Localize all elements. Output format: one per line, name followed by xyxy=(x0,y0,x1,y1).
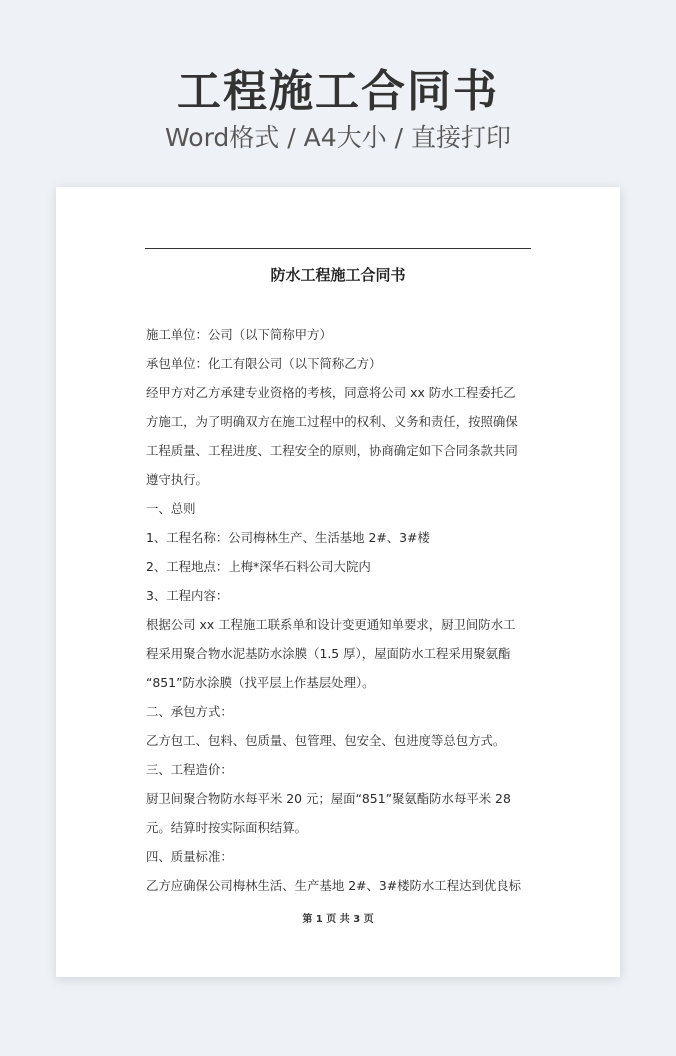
paragraph-line: “851”防水涂膜（找平层上作基层处理）。 xyxy=(146,675,375,690)
page-number: 第 1 页 共 3 页 xyxy=(302,914,374,925)
paragraph-line: 厨卫间聚合物防水每平米 20 元；屋面“851”聚氨酯防水每平米 28 xyxy=(146,791,511,806)
paragraph-line: 乙方包工、包料、包质量、包管理、包安全、包进度等总包方式。 xyxy=(146,733,506,748)
list-item: 2、工程地点：上梅*深华石料公司大院内 xyxy=(146,559,371,574)
banner-title: 工程施工合同书 xyxy=(177,66,499,117)
header-divider xyxy=(145,248,531,249)
section-heading: 四、质量标准： xyxy=(146,849,233,864)
section-heading: 一、总则 xyxy=(146,501,196,516)
section-heading: 三、工程造价： xyxy=(146,762,233,777)
banner-subtitle: Word格式 / A4大小 / 直接打印 xyxy=(165,123,511,152)
paragraph-line: 经甲方对乙方承建专业资格的考核，同意将公司 xx 防水工程委托乙 xyxy=(146,385,516,400)
subcontractor-line: 承包单位：化工有限公司（以下简称乙方） xyxy=(146,356,382,371)
list-item: 3、工程内容： xyxy=(146,588,229,603)
paragraph-line: 根据公司 xx 工程施工联系单和设计变更通知单要求，厨卫间防水工 xyxy=(146,617,516,632)
paragraph-line: 元。结算时按实际面积结算。 xyxy=(146,820,308,835)
document-title: 防水工程施工合同书 xyxy=(270,266,406,284)
document-body xyxy=(146,320,532,900)
paragraph-line: 工程质量、工程进度、工程安全的原则，协商确定如下合同条款共同 xyxy=(146,443,518,458)
contractor-line: 施工单位：公司（以下简称甲方） xyxy=(146,327,332,342)
paragraph-line: 方施工，为了明确双方在施工过程中的权利、义务和责任，按照确保 xyxy=(146,414,518,429)
paragraph-line: 程采用聚合物水泥基防水涂膜（1.5 厚），屋面防水工程采用聚氨酯 xyxy=(146,646,511,661)
section-heading: 二、承包方式： xyxy=(146,704,233,719)
list-item: 1、工程名称：公司梅林生产、生活基地 2#、3#楼 xyxy=(146,530,430,545)
document-page xyxy=(56,187,620,977)
paragraph-line: 遵守执行。 xyxy=(146,472,208,487)
paragraph-line: 乙方应确保公司梅林生活、生产基地 2#、3#楼防水工程达到优良标 xyxy=(146,878,522,893)
